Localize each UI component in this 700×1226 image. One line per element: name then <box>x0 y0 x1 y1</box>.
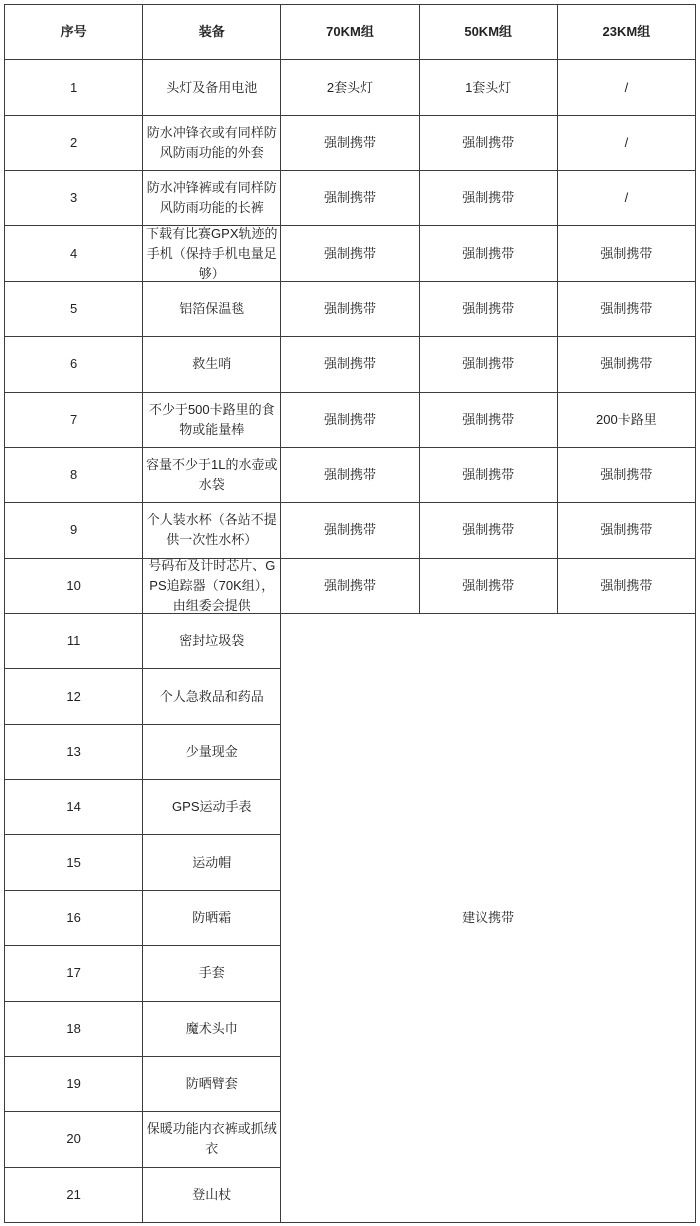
header-70km: 70KM组 <box>281 5 418 59</box>
cell-23km: / <box>558 116 695 170</box>
cell-no: 8 <box>5 448 142 502</box>
cell-no: 19 <box>5 1057 142 1111</box>
cell-equipment: 登山杖 <box>143 1168 280 1222</box>
cell-equipment: 容量不少于1L的水壶或水袋 <box>143 448 280 502</box>
cell-23km: / <box>558 60 695 114</box>
cell-equipment: 防水冲锋衣或有同样防风防雨功能的外套 <box>143 116 280 170</box>
cell-70km: 强制携带 <box>281 559 418 613</box>
cell-70km: 强制携带 <box>281 448 418 502</box>
cell-equipment: 运动帽 <box>143 835 280 889</box>
cell-equipment: 防水冲锋裤或有同样防风防雨功能的长裤 <box>143 171 280 225</box>
cell-equipment: 防晒臂套 <box>143 1057 280 1111</box>
cell-no: 3 <box>5 171 142 225</box>
cell-50km: 强制携带 <box>420 393 557 447</box>
cell-23km: 强制携带 <box>558 226 695 280</box>
cell-no: 6 <box>5 337 142 391</box>
cell-50km: 强制携带 <box>420 116 557 170</box>
cell-50km: 强制携带 <box>420 226 557 280</box>
cell-no: 7 <box>5 393 142 447</box>
cell-70km: 强制携带 <box>281 171 418 225</box>
cell-no: 18 <box>5 1002 142 1056</box>
cell-equipment: 下载有比赛GPX轨迹的手机（保持手机电量足够） <box>143 226 280 280</box>
cell-equipment: 防晒霜 <box>143 891 280 945</box>
cell-50km: 强制携带 <box>420 282 557 336</box>
cell-no: 1 <box>5 60 142 114</box>
header-no: 序号 <box>5 5 142 59</box>
cell-no: 17 <box>5 946 142 1000</box>
cell-no: 2 <box>5 116 142 170</box>
cell-23km: 200卡路里 <box>558 393 695 447</box>
cell-70km: 强制携带 <box>281 337 418 391</box>
cell-23km: / <box>558 171 695 225</box>
cell-equipment: 少量现金 <box>143 725 280 779</box>
cell-50km: 强制携带 <box>420 337 557 391</box>
cell-no: 15 <box>5 835 142 889</box>
cell-equipment: 救生哨 <box>143 337 280 391</box>
header-50km: 50KM组 <box>420 5 557 59</box>
cell-23km: 强制携带 <box>558 337 695 391</box>
cell-no: 5 <box>5 282 142 336</box>
cell-23km: 强制携带 <box>558 448 695 502</box>
cell-23km: 强制携带 <box>558 559 695 613</box>
header-23km: 23KM组 <box>558 5 695 59</box>
cell-23km: 强制携带 <box>558 503 695 557</box>
cell-no: 14 <box>5 780 142 834</box>
cell-equipment: 不少于500卡路里的食物或能量棒 <box>143 393 280 447</box>
cell-50km: 强制携带 <box>420 559 557 613</box>
cell-equipment: 铝箔保温毯 <box>143 282 280 336</box>
cell-50km: 1套头灯 <box>420 60 557 114</box>
header-equipment: 装备 <box>143 5 280 59</box>
suggested-cell: 建议携带 <box>281 614 695 1222</box>
cell-70km: 强制携带 <box>281 393 418 447</box>
cell-70km: 强制携带 <box>281 282 418 336</box>
cell-no: 11 <box>5 614 142 668</box>
cell-no: 12 <box>5 669 142 723</box>
cell-70km: 强制携带 <box>281 226 418 280</box>
cell-equipment: 号码布及计时芯片、GPS追踪器（70K组），由组委会提供 <box>143 559 280 613</box>
cell-equipment: 个人急救品和药品 <box>143 669 280 723</box>
cell-no: 10 <box>5 559 142 613</box>
cell-no: 9 <box>5 503 142 557</box>
cell-70km: 强制携带 <box>281 503 418 557</box>
cell-no: 4 <box>5 226 142 280</box>
cell-50km: 强制携带 <box>420 171 557 225</box>
cell-equipment: 魔术头巾 <box>143 1002 280 1056</box>
cell-equipment: 手套 <box>143 946 280 1000</box>
cell-50km: 强制携带 <box>420 448 557 502</box>
cell-no: 13 <box>5 725 142 779</box>
cell-equipment: GPS运动手表 <box>143 780 280 834</box>
cell-equipment: 密封垃圾袋 <box>143 614 280 668</box>
cell-equipment: 个人装水杯（各站不提供一次性水杯） <box>143 503 280 557</box>
cell-no: 20 <box>5 1112 142 1166</box>
cell-equipment: 保暖功能内衣裤或抓绒衣 <box>143 1112 280 1166</box>
cell-70km: 强制携带 <box>281 116 418 170</box>
equipment-table <box>4 4 696 1223</box>
cell-23km: 强制携带 <box>558 282 695 336</box>
cell-no: 16 <box>5 891 142 945</box>
cell-no: 21 <box>5 1168 142 1222</box>
cell-70km: 2套头灯 <box>281 60 418 114</box>
cell-equipment: 头灯及备用电池 <box>143 60 280 114</box>
cell-50km: 强制携带 <box>420 503 557 557</box>
